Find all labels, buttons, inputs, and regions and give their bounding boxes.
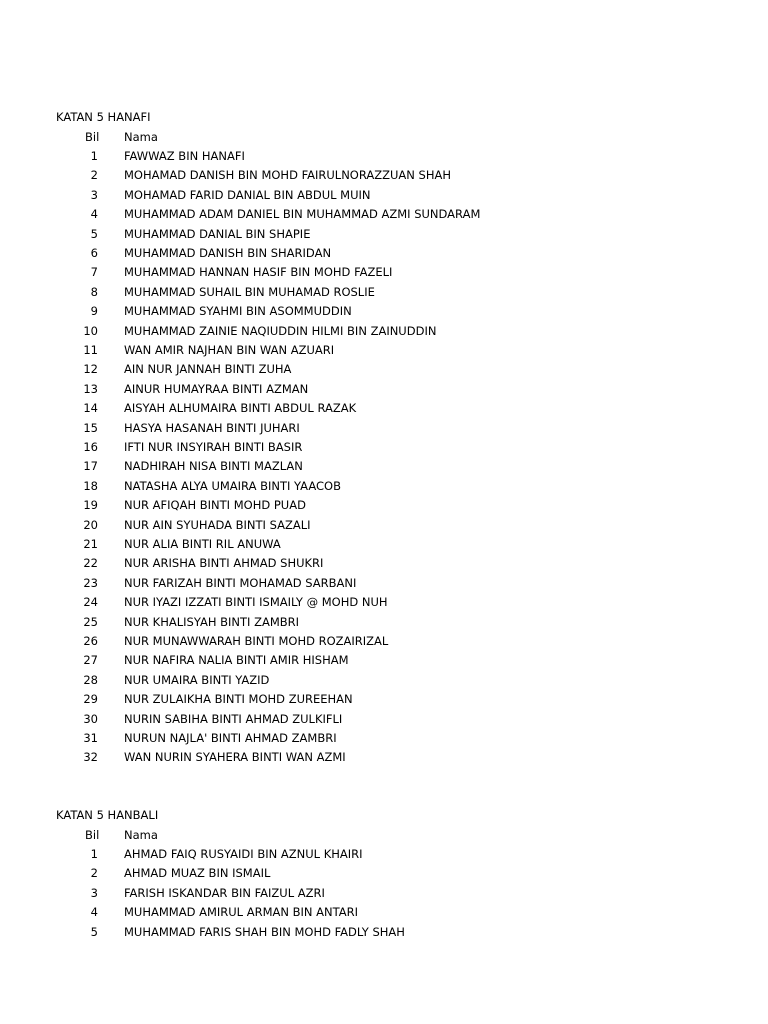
student-name: NATASHA ALYA UMAIRA BINTI YAACOB xyxy=(124,478,342,493)
table-row xyxy=(0,205,768,224)
student-name: AHMAD FAIQ RUSYAIDI BIN AZNUL KHAIRI xyxy=(124,846,363,861)
student-name: NUR NAFIRA NALIA BINTI AMIR HISHAM xyxy=(124,653,349,668)
student-name: NURUN NAJLA' BINTI AHMAD ZAMBRI xyxy=(124,730,337,745)
student-name: NUR UMAIRA BINTI YAZID xyxy=(124,672,270,687)
row-number: 23 xyxy=(83,575,98,590)
section-title: KATAN 5 HANBALI xyxy=(56,808,159,822)
row-number: 6 xyxy=(90,245,98,260)
column-header-nama: Nama xyxy=(124,827,158,842)
table-row xyxy=(0,457,768,476)
student-name: FAWWAZ BIN HANAFI xyxy=(124,148,245,163)
student-name: NUR AIN SYUHADA BINTI SAZALI xyxy=(124,517,311,532)
table-header-row xyxy=(0,128,768,147)
table-row xyxy=(0,554,768,573)
table-row xyxy=(0,322,768,341)
row-number: 28 xyxy=(83,672,98,687)
row-number: 12 xyxy=(83,362,98,377)
student-name: NUR ZULAIKHA BINTI MOHD ZUREEHAN xyxy=(124,692,353,707)
row-number: 16 xyxy=(83,439,98,454)
row-number: 1 xyxy=(90,846,98,861)
table-row xyxy=(0,477,768,496)
student-name: MUHAMMAD HANNAN HASIF BIN MOHD FAZELI xyxy=(124,265,393,280)
student-name: NUR KHALISYAH BINTI ZAMBRI xyxy=(124,614,300,629)
row-number: 30 xyxy=(83,711,98,726)
row-number: 7 xyxy=(90,265,98,280)
row-number: 20 xyxy=(83,517,98,532)
student-name: FARISH ISKANDAR BIN FAIZUL AZRI xyxy=(124,885,325,900)
table-row xyxy=(0,186,768,205)
student-name: WAN NURIN SYAHERA BINTI WAN AZMI xyxy=(124,750,346,765)
student-name: NUR FARIZAH BINTI MOHAMAD SARBANI xyxy=(124,575,357,590)
student-name: WAN AMIR NAJHAN BIN WAN AZUARI xyxy=(124,342,335,357)
table-row xyxy=(0,729,768,748)
row-number: 11 xyxy=(83,342,98,357)
table-row xyxy=(0,166,768,185)
student-name: NUR ARISHA BINTI AHMAD SHUKRI xyxy=(124,556,324,571)
row-number: 3 xyxy=(90,187,98,202)
table-row xyxy=(0,613,768,632)
column-header-bil: Bil xyxy=(85,129,100,144)
student-name: NUR MUNAWWARAH BINTI MOHD ROZAIRIZAL xyxy=(124,633,389,648)
table-row xyxy=(0,302,768,321)
row-number: 1 xyxy=(90,148,98,163)
column-header-nama: Nama xyxy=(124,129,158,144)
student-name: IFTI NUR INSYIRAH BINTI BASIR xyxy=(124,439,303,454)
table-row xyxy=(0,845,768,864)
table-row xyxy=(0,360,768,379)
row-number: 24 xyxy=(83,595,98,610)
student-name: NUR IYAZI IZZATI BINTI ISMAILY @ MOHD NUH xyxy=(124,595,388,610)
table-row xyxy=(0,651,768,670)
section-title: KATAN 5 HANAFI xyxy=(56,110,151,124)
row-number: 27 xyxy=(83,653,98,668)
table-row xyxy=(0,632,768,651)
row-number: 4 xyxy=(90,905,98,920)
table-row xyxy=(0,225,768,244)
table-row xyxy=(0,690,768,709)
student-name: MUHAMMAD AMIRUL ARMAN BIN ANTARI xyxy=(124,905,359,920)
student-name: NUR AFIQAH BINTI MOHD PUAD xyxy=(124,498,306,513)
table-row xyxy=(0,884,768,903)
row-number: 29 xyxy=(83,692,98,707)
row-number: 22 xyxy=(83,556,98,571)
student-name: AHMAD MUAZ BIN ISMAIL xyxy=(124,866,271,881)
row-number: 14 xyxy=(83,401,98,416)
table-row xyxy=(0,341,768,360)
table-row xyxy=(0,419,768,438)
row-number: 5 xyxy=(90,924,98,939)
table-row xyxy=(0,516,768,535)
table-row xyxy=(0,496,768,515)
row-number: 19 xyxy=(83,498,98,513)
student-name: MUHAMMAD DANIAL BIN SHAPIE xyxy=(124,226,311,241)
table-row xyxy=(0,671,768,690)
table-row xyxy=(0,263,768,282)
row-number: 17 xyxy=(83,459,98,474)
table-row xyxy=(0,399,768,418)
student-name: NUR ALIA BINTI RIL ANUWA xyxy=(124,536,281,551)
table-row xyxy=(0,147,768,166)
student-name: MUHAMMAD DANISH BIN SHARIDAN xyxy=(124,245,332,260)
student-name: AISYAH ALHUMAIRA BINTI ABDUL RAZAK xyxy=(124,401,357,416)
student-name: MUHAMMAD SUHAIL BIN MUHAMAD ROSLIE xyxy=(124,284,375,299)
table-row xyxy=(0,535,768,554)
row-number: 2 xyxy=(90,168,98,183)
row-number: 9 xyxy=(90,304,98,319)
student-name: MOHAMAD FARID DANIAL BIN ABDUL MUIN xyxy=(124,187,371,202)
table-row xyxy=(0,903,768,922)
table-row xyxy=(0,710,768,729)
student-name: AINUR HUMAYRAA BINTI AZMAN xyxy=(124,381,309,396)
row-number: 2 xyxy=(90,866,98,881)
student-name: HASYA HASANAH BINTI JUHARI xyxy=(124,420,300,435)
row-number: 4 xyxy=(90,207,98,222)
student-name: NADHIRAH NISA BINTI MAZLAN xyxy=(124,459,303,474)
student-name: MUHAMMAD ADAM DANIEL BIN MUHAMMAD AZMI SUNDARAM xyxy=(124,207,481,222)
row-number: 10 xyxy=(83,323,98,338)
row-number: 13 xyxy=(83,381,98,396)
student-name: MUHAMMAD FARIS SHAH BIN MOHD FADLY SHAH xyxy=(124,924,405,939)
table-row xyxy=(0,748,768,767)
row-number: 5 xyxy=(90,226,98,241)
table-row xyxy=(0,923,768,942)
table-header-row xyxy=(0,826,768,845)
row-number: 25 xyxy=(83,614,98,629)
row-number: 3 xyxy=(90,885,98,900)
column-header-bil: Bil xyxy=(85,827,100,842)
student-name: MUHAMMAD ZAINIE NAQIUDDIN HILMI BIN ZAINUDDIN xyxy=(124,323,437,338)
row-number: 26 xyxy=(83,633,98,648)
student-name: AIN NUR JANNAH BINTI ZUHA xyxy=(124,362,292,377)
row-number: 15 xyxy=(83,420,98,435)
table-row xyxy=(0,438,768,457)
row-number: 32 xyxy=(83,750,98,765)
table-row xyxy=(0,864,768,883)
table-row xyxy=(0,244,768,263)
table-row xyxy=(0,593,768,612)
table-row xyxy=(0,574,768,593)
student-name: MOHAMAD DANISH BIN MOHD FAIRULNORAZZUAN SHAH xyxy=(124,168,452,183)
row-number: 18 xyxy=(83,478,98,493)
table-row xyxy=(0,283,768,302)
student-name: NURIN SABIHA BINTI AHMAD ZULKIFLI xyxy=(124,711,343,726)
row-number: 31 xyxy=(83,730,98,745)
row-number: 21 xyxy=(83,536,98,551)
student-name: MUHAMMAD SYAHMI BIN ASOMMUDDIN xyxy=(124,304,352,319)
table-row xyxy=(0,380,768,399)
row-number: 8 xyxy=(90,284,98,299)
